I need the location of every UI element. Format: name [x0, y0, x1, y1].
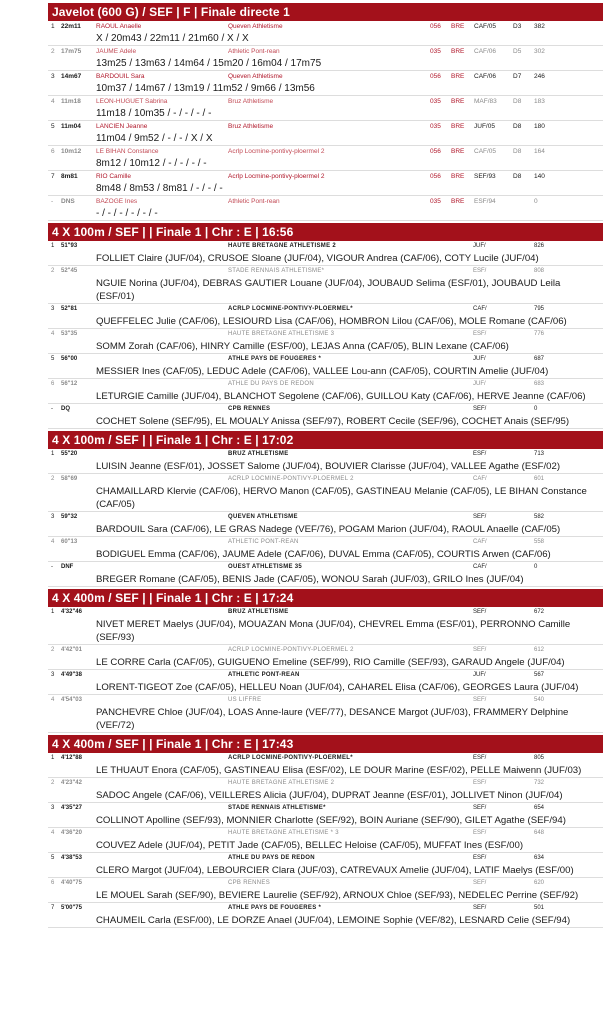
relay-members: CHAMAILLARD Klervie (CAF/06), HERVO Manon (CAF/05), GASTINEAU Melanie (CAF/05), LE BIHAN Constance (CAF/05) [48, 485, 603, 512]
points-cell: 540 [534, 697, 545, 703]
division-cell: D8 [513, 148, 522, 155]
category-cell: JUF/ [473, 243, 486, 249]
athlete-name: RAOUL Anaelle [96, 23, 142, 30]
points-cell: 501 [534, 905, 545, 911]
time-cell: 58"69 [61, 476, 78, 482]
points-cell: 140 [534, 173, 545, 180]
league-code: BRE [451, 48, 465, 55]
category-cell: ESF/ [473, 855, 487, 861]
time-cell: DQ [61, 406, 70, 412]
category-cell: CAF/ [473, 564, 487, 570]
points-cell: 672 [534, 609, 545, 615]
league-code: BRE [451, 123, 465, 130]
time-cell: 4'23"42 [61, 780, 82, 786]
category-cell: CAF/05 [474, 23, 497, 30]
time-cell: 55"20 [61, 451, 78, 457]
team-name: CPB RENNES [228, 880, 271, 886]
team-name: ATHLE DU PAYS DE REDON [228, 855, 315, 861]
mark-cell: DNS [61, 198, 75, 205]
team-name: ACRLP LOCMINE-PONTIVY-PLOERMEL* [228, 306, 353, 312]
relay-members: NGUIE Norina (JUF/04), DEBRAS GAUTIER Louane (JUF/04), JOUBAUD Selima (ESF/01), JOUBAUD Leila (ESF/01) [48, 277, 603, 304]
rank-cell: 6 [51, 381, 55, 387]
points-cell: 0 [534, 564, 538, 570]
time-cell: 52"45 [61, 268, 78, 274]
relay-row [48, 695, 603, 706]
rank-cell: 5 [51, 123, 55, 130]
league-code: BRE [451, 198, 465, 205]
attempt-series: 8m12 / 10m12 / - / - / - / - [48, 157, 603, 171]
team-name: STADE RENNAIS ATHLETISME* [228, 805, 326, 811]
relay-members: LUISIN Jeanne (ESF/01), JOSSET Salome (JUF/04), BOUVIER Clarisse (JUF/04), VALLEE Agathe (ESF/02) [48, 460, 603, 474]
category-cell: ESF/ [473, 755, 487, 761]
mark-cell: 17m75 [61, 48, 82, 55]
team-name: ATHLETIC PONT-REAN [228, 672, 300, 678]
club-name: Bruz Athletisme [228, 98, 274, 105]
category-cell: CAF/06 [474, 73, 497, 80]
points-cell: 732 [534, 780, 545, 786]
points-cell: 634 [534, 855, 545, 861]
athlete-name: BAZOGE Ines [96, 198, 138, 205]
points-cell: 612 [534, 647, 545, 653]
relay-row [48, 607, 603, 618]
team-name: BRUZ ATHLETISME [228, 451, 289, 457]
league-code: BRE [451, 173, 465, 180]
rank-cell: - [51, 564, 53, 570]
athlete-name: BARDOUIL Sara [96, 73, 145, 80]
relay-members: LE THUAUT Enora (CAF/05), GASTINEAU Elisa (ESF/02), LE DOUR Marine (ESF/02), PELLE Maiwenn (JUF/03) [48, 764, 603, 778]
rank-cell: 7 [51, 173, 55, 180]
rank-cell: 1 [51, 243, 55, 249]
rank-cell: 2 [51, 647, 55, 653]
relay-row [48, 878, 603, 889]
relay-members: CHAUMEIL Carla (ESF/00), LE DORZE Anael (JUF/04), LEMOINE Sophie (VEF/82), LESNARD Celie (SEF/94) [48, 914, 603, 928]
relay-row [48, 828, 603, 839]
time-cell: DNF [61, 564, 74, 570]
points-cell: 183 [534, 98, 545, 105]
dept-code: 056 [430, 73, 441, 80]
club-name: Athletic Pont-rean [228, 48, 280, 55]
dept-code: 035 [430, 123, 441, 130]
team-name: ACRLP LOCMINE-PONTIVY-PLOERMEL 2 [228, 647, 354, 653]
points-cell: 180 [534, 123, 545, 130]
relay-row [48, 379, 603, 390]
time-cell: 5'00"75 [61, 905, 82, 911]
relay-members: SOMM Zorah (CAF/06), HINRY Camille (ESF/00), LEJAS Anna (CAF/05), BLIN Lexane (CAF/06) [48, 340, 603, 354]
points-cell: 776 [534, 331, 545, 337]
category-cell: CAF/ [473, 476, 487, 482]
category-cell: SEF/ [473, 406, 487, 412]
points-cell: 382 [534, 23, 545, 30]
points-cell: 826 [534, 243, 545, 249]
rank-cell: 2 [51, 48, 55, 55]
category-cell: SEF/ [473, 905, 487, 911]
points-cell: 164 [534, 148, 545, 155]
time-cell: 53"35 [61, 331, 78, 337]
rank-cell: 6 [51, 880, 55, 886]
team-name: ATHLE DU PAYS DE REDON [228, 381, 314, 387]
rank-cell: 1 [51, 23, 55, 30]
category-cell: CAF/ [473, 539, 487, 545]
category-cell: ESF/ [473, 331, 487, 337]
result-row [48, 46, 603, 57]
attempt-series: X / 20m43 / 22m11 / 21m60 / X / X [48, 32, 603, 46]
team-name: US LIFFRE [228, 697, 262, 703]
rank-cell: - [51, 198, 54, 205]
points-cell: 654 [534, 805, 545, 811]
section-header: 4 X 100m / SEF | | Finale 1 | Chr : E | 17:02 [48, 431, 603, 449]
relay-members: BARDOUIL Sara (CAF/06), LE GRAS Nadege (VEF/76), POGAM Marion (JUF/04), RAOUL Anaelle (CAF/05) [48, 523, 603, 537]
rank-cell: 7 [51, 905, 55, 911]
dept-code: 035 [430, 98, 441, 105]
team-name: ATHLE PAYS DE FOUGERES * [228, 356, 322, 362]
mark-cell: 14m67 [61, 73, 82, 80]
relay-members: LE MOUEL Sarah (SEF/90), BEVIERE Laurelie (SEF/92), ARNOUX Chloe (SEF/93), NEDELEC Perrine (SEF/92) [48, 889, 603, 903]
result-row [48, 71, 603, 82]
relay-members: COUVEZ Adele (JUF/04), PETIT Jade (CAF/05), BELLEC Heloise (CAF/05), MUFFAT Ines (ESF/00) [48, 839, 603, 853]
points-cell: 246 [534, 73, 545, 80]
team-name: ACRLP LOCMINE-PONTIVY-PLOERMEL 2 [228, 476, 354, 482]
rank-cell: 1 [51, 609, 55, 615]
relay-members: LORENT-TIGEOT Zoe (CAF/05), HELLEU Noan (JUF/04), CAHAREL Elisa (CAF/06), GEORGES Laura (JUF/04) [48, 681, 603, 695]
points-cell: 582 [534, 514, 545, 520]
result-row [48, 21, 603, 32]
relay-row [48, 354, 603, 365]
result-row [48, 171, 603, 182]
rank-cell: 6 [51, 148, 55, 155]
club-name: Acrlp Locmine-pontivy-ploermel 2 [228, 148, 325, 155]
relay-members: BODIGUEL Emma (CAF/06), JAUME Adele (CAF/06), DUVAL Emma (CAF/05), COURTIS Arwen (CAF/06) [48, 548, 603, 562]
time-cell: 4'40"75 [61, 880, 82, 886]
section-header: Javelot (600 G) / SEF | F | Finale directe 1 [48, 3, 603, 21]
time-cell: 4'42"01 [61, 647, 82, 653]
league-code: BRE [451, 98, 465, 105]
rank-cell: 4 [51, 830, 55, 836]
relay-members: BREGER Romane (CAF/05), BENIS Jade (CAF/05), WONOU Sarah (JUF/03), GRILO Ines (JUF/04) [48, 573, 603, 587]
attempt-series: 11m04 / 9m52 / - / - / X / X [48, 132, 603, 146]
category-cell: ESF/ [473, 268, 487, 274]
points-cell: 567 [534, 672, 545, 678]
relay-members: CLERO Margot (JUF/04), LEBOURCIER Clara (JUF/03), CATREVAUX Amelie (JUF/04), LATIF Maelys (ESF/00) [48, 864, 603, 878]
team-name: HAUTE BRETAGNE ATHLETISME 2 [228, 243, 336, 249]
category-cell: JUF/ [473, 356, 486, 362]
time-cell: 59"32 [61, 514, 78, 520]
attempt-series: 8m48 / 8m53 / 8m81 / - / - / - [48, 182, 603, 196]
relay-row [48, 753, 603, 764]
time-cell: 4'54"03 [61, 697, 82, 703]
category-cell: SEF/ [473, 609, 487, 615]
rank-cell: 3 [51, 73, 55, 80]
category-cell: SEF/ [473, 697, 487, 703]
points-cell: 805 [534, 755, 545, 761]
category-cell: ESF/ [473, 780, 487, 786]
mark-cell: 11m04 [61, 123, 81, 130]
team-name: HAUTE BRETAGNE ATHLETISME * 3 [228, 830, 339, 836]
dept-code: 056 [430, 23, 441, 30]
category-cell: ESF/94 [474, 198, 496, 205]
rank-cell: 2 [51, 476, 55, 482]
rank-cell: 5 [51, 855, 55, 861]
rank-cell: 5 [51, 356, 55, 362]
relay-row [48, 778, 603, 789]
division-cell: D7 [513, 73, 522, 80]
attempt-series: - / - / - / - / - / - [48, 207, 603, 221]
results-page [48, 3, 603, 928]
time-cell: 4'38"53 [61, 855, 82, 861]
points-cell: 0 [534, 406, 538, 412]
category-cell: SEF/ [473, 880, 487, 886]
relay-members: SADOC Angele (CAF/06), VEILLERES Alicia (JUF/04), DUPRAT Jeanne (ESF/01), JOLLIVET Ninon (JUF/04) [48, 789, 603, 803]
category-cell: ESF/ [473, 830, 487, 836]
rank-cell: 4 [51, 98, 55, 105]
relay-row [48, 670, 603, 681]
team-name: ACRLP LOCMINE-PONTIVY-PLOERMEL* [228, 755, 353, 761]
athlete-name: LEON-HUGUET Sabrina [96, 98, 168, 105]
club-name: Athletic Pont-rean [228, 198, 280, 205]
category-cell: SEF/ [473, 805, 487, 811]
mark-cell: 22m11 [61, 23, 81, 30]
time-cell: 4'49"38 [61, 672, 82, 678]
result-row [48, 196, 603, 207]
team-name: CPB RENNES [228, 406, 271, 412]
time-cell: 4'35"27 [61, 805, 82, 811]
dept-code: 035 [430, 198, 441, 205]
league-code: BRE [451, 73, 465, 80]
rank-cell: 1 [51, 755, 55, 761]
team-name: BRUZ ATHLETISME [228, 609, 289, 615]
relay-members: MESSIER Ines (CAF/05), LEDUC Adele (CAF/06), VALLEE Lou-ann (CAF/05), COURTIN Amelie (JUF/04) [48, 365, 603, 379]
relay-row [48, 404, 603, 415]
club-name: Acrlp Locmine-pontivy-ploermel 2 [228, 173, 325, 180]
relay-row [48, 853, 603, 864]
rank-cell: 3 [51, 672, 55, 678]
rank-cell: 2 [51, 780, 55, 786]
category-cell: CAF/ [473, 306, 487, 312]
mark-cell: 10m12 [61, 148, 82, 155]
time-cell: 4'32"46 [61, 609, 82, 615]
time-cell: 60"13 [61, 539, 78, 545]
relay-members: LE CORRE Carla (CAF/05), GUIGUENO Emeline (SEF/99), RIO Camille (SEF/93), GARAUD Angele (JUF/04) [48, 656, 603, 670]
time-cell: 4'12"88 [61, 755, 82, 761]
team-name: OUEST ATHLETISME 35 [228, 564, 303, 570]
category-cell: JUF/05 [474, 123, 495, 130]
division-cell: D8 [513, 173, 522, 180]
mark-cell: 11m18 [61, 98, 81, 105]
team-name: ATHLE PAYS DE FOUGERES * [228, 905, 322, 911]
result-row [48, 121, 603, 132]
points-cell: 795 [534, 306, 545, 312]
result-row [48, 96, 603, 107]
category-cell: SEF/ [473, 647, 487, 653]
team-name: STADE RENNAIS ATHLETISME* [228, 268, 325, 274]
category-cell: CAF/05 [474, 148, 497, 155]
points-cell: 808 [534, 268, 545, 274]
club-name: Bruz Athletisme [228, 123, 274, 130]
club-name: Queven Athletisme [228, 73, 283, 80]
relay-row [48, 512, 603, 523]
points-cell: 648 [534, 830, 545, 836]
division-cell: D8 [513, 123, 522, 130]
section-header: 4 X 400m / SEF | | Finale 1 | Chr : E | 17:24 [48, 589, 603, 607]
relay-members: FOLLIET Claire (JUF/04), CRUSOE Sloane (JUF/04), VIGOUR Andrea (CAF/06), COTY Lucile (JUF/04) [48, 252, 603, 266]
section-header: 4 X 400m / SEF | | Finale 1 | Chr : E | 17:43 [48, 735, 603, 753]
rank-cell: 3 [51, 805, 55, 811]
athlete-name: RIO Camille [96, 173, 132, 180]
relay-row [48, 241, 603, 252]
division-cell: D3 [513, 23, 522, 30]
mark-cell: 8m81 [61, 173, 78, 180]
relay-row [48, 304, 603, 315]
category-cell: CAF/06 [474, 48, 497, 55]
points-cell: 302 [534, 48, 545, 55]
category-cell: SEF/93 [474, 173, 496, 180]
relay-row [48, 803, 603, 814]
time-cell: 51"93 [61, 243, 78, 249]
relay-row [48, 562, 603, 573]
relay-members: PANCHEVRE Chloe (JUF/04), LOAS Anne-laure (VEF/77), DESANCE Margot (JUF/03), FRAMMERY Delphine (VEF/72) [48, 706, 603, 733]
attempt-series: 11m18 / 10m35 / - / - / - / - [48, 107, 603, 121]
team-name: HAUTE BRETAGNE ATHLETISME 2 [228, 780, 335, 786]
relay-row [48, 903, 603, 914]
category-cell: SEF/ [473, 514, 487, 520]
division-cell: D8 [513, 98, 522, 105]
league-code: BRE [451, 23, 465, 30]
points-cell: 620 [534, 880, 545, 886]
points-cell: 601 [534, 476, 545, 482]
points-cell: 683 [534, 381, 545, 387]
dept-code: 056 [430, 148, 441, 155]
rank-cell: 2 [51, 268, 55, 274]
time-cell: 4'36"20 [61, 830, 82, 836]
rank-cell: 3 [51, 514, 55, 520]
rank-cell: 1 [51, 451, 55, 457]
result-row [48, 146, 603, 157]
relay-row [48, 329, 603, 340]
relay-members: COLLINOT Apolline (SEF/93), MONNIER Charlotte (SEF/92), BOIN Auriane (SEF/90), GILET Agathe (SEF/94) [48, 814, 603, 828]
team-name: HAUTE BRETAGNE ATHLETISME 3 [228, 331, 335, 337]
category-cell: JUF/ [473, 672, 486, 678]
division-cell: D5 [513, 48, 522, 55]
club-name: Queven Athletisme [228, 23, 283, 30]
relay-row [48, 449, 603, 460]
dept-code: 056 [430, 173, 441, 180]
rank-cell: 4 [51, 539, 55, 545]
attempt-series: 13m25 / 13m63 / 14m64 / 15m20 / 16m04 / 17m75 [48, 57, 603, 71]
points-cell: 0 [534, 198, 538, 205]
league-code: BRE [451, 148, 465, 155]
attempt-series: 10m37 / 14m67 / 13m19 / 11m52 / 9m66 / 13m56 [48, 82, 603, 96]
team-name: ATHLETIC PONT-REAN [228, 539, 299, 545]
rank-cell: 4 [51, 331, 55, 337]
relay-row [48, 474, 603, 485]
category-cell: MAF/83 [474, 98, 497, 105]
athlete-name: LE BIHAN Constance [96, 148, 159, 155]
dept-code: 035 [430, 48, 441, 55]
relay-members: LETURGIE Camille (JUF/04), BLANCHOT Segolene (CAF/06), GUILLOU Katy (CAF/06), HERVE Jeanne (CAF/06) [48, 390, 603, 404]
category-cell: JUF/ [473, 381, 486, 387]
points-cell: 558 [534, 539, 545, 545]
relay-row [48, 645, 603, 656]
relay-members: COCHET Solene (SEF/95), EL MOUALY Anissa (SEF/97), ROBERT Cecile (SEF/96), COCHET Anais (SEF/95) [48, 415, 603, 429]
section-header: 4 X 100m / SEF | | Finale 1 | Chr : E | 16:56 [48, 223, 603, 241]
relay-members: NIVET MERET Maelys (JUF/04), MOUAZAN Mona (JUF/04), CHEVREL Emma (ESF/01), PERRONNO Camille (SEF/93) [48, 618, 603, 645]
rank-cell: - [51, 406, 53, 412]
athlete-name: JAUME Adele [96, 48, 137, 55]
relay-members: QUEFFELEC Julie (CAF/06), LESIOURD Lisa (CAF/06), HOMBRON Lilou (CAF/06), MOLE Romane (CAF/06) [48, 315, 603, 329]
category-cell: ESF/ [473, 451, 487, 457]
time-cell: 56"00 [61, 356, 78, 362]
athlete-name: LANCIEN Jeanne [96, 123, 148, 130]
rank-cell: 3 [51, 306, 55, 312]
rank-cell: 4 [51, 697, 55, 703]
time-cell: 52"81 [61, 306, 78, 312]
time-cell: 56"12 [61, 381, 78, 387]
points-cell: 687 [534, 356, 545, 362]
relay-row [48, 266, 603, 277]
points-cell: 713 [534, 451, 545, 457]
relay-row [48, 537, 603, 548]
team-name: QUEVEN ATHLETISME [228, 514, 298, 520]
